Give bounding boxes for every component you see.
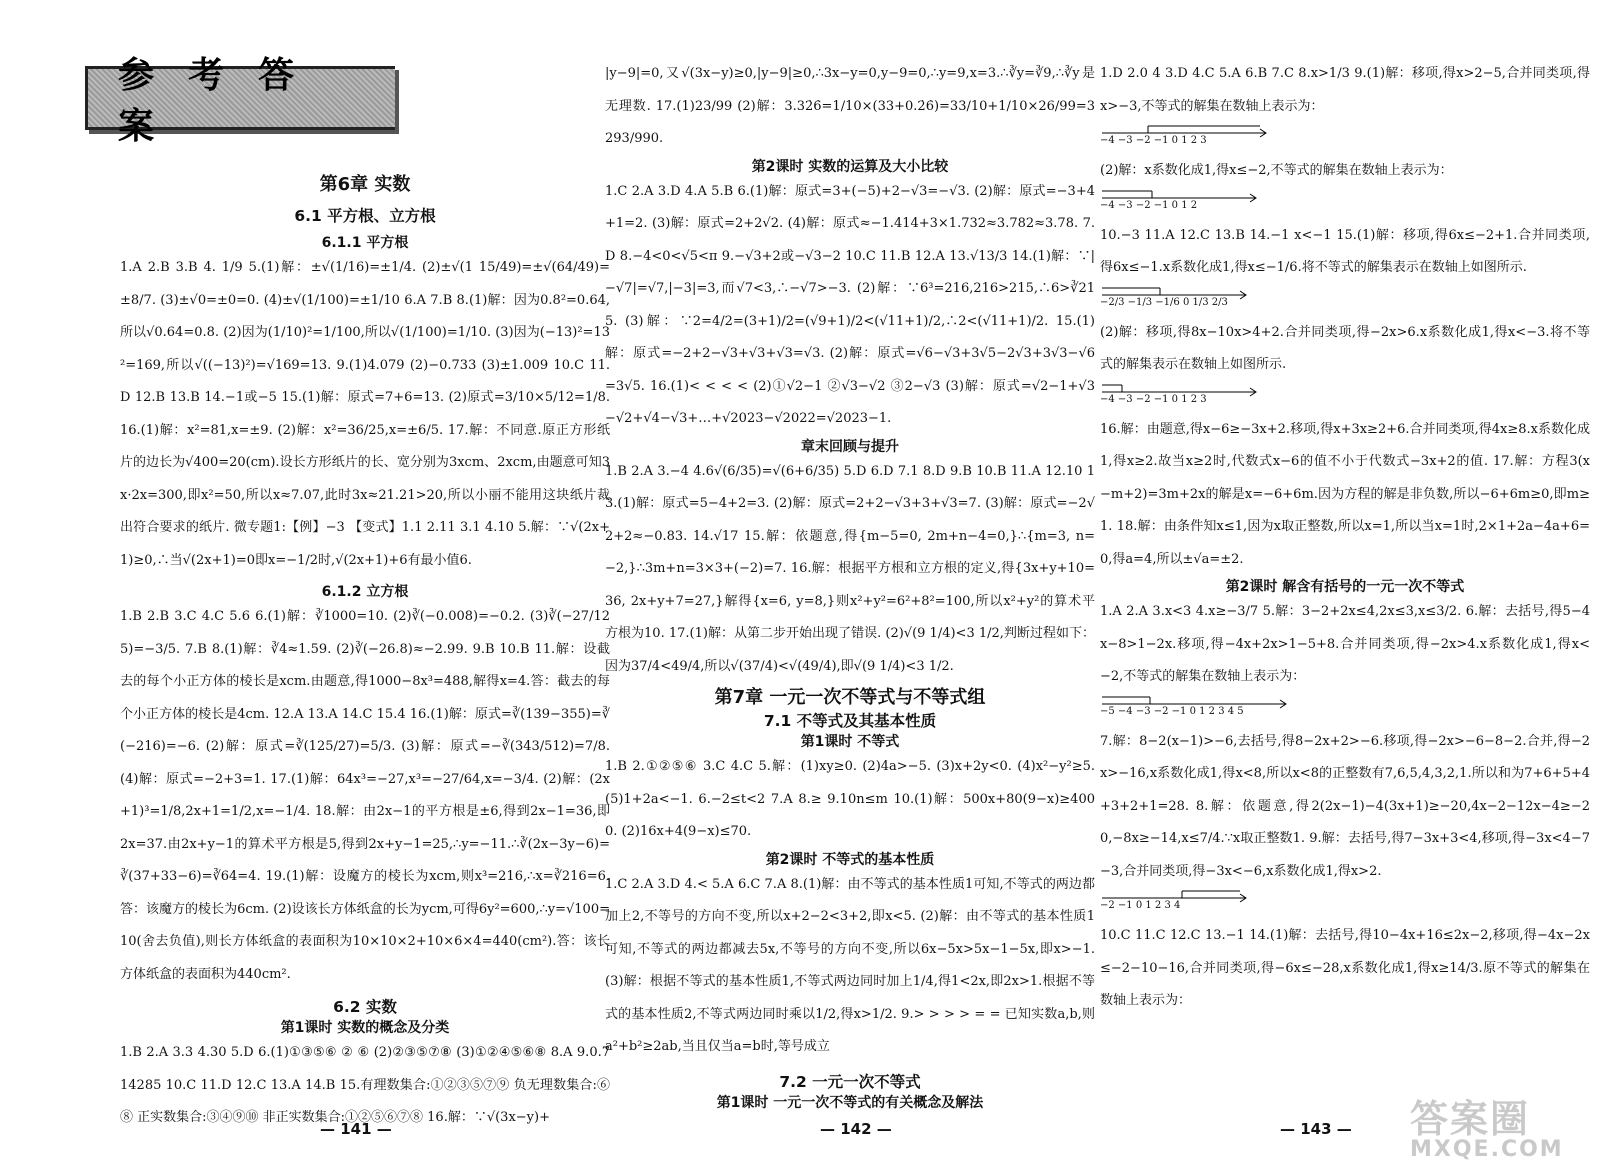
number-line-labels: −4 −3 −2 −1 0 1 2	[1100, 199, 1198, 211]
answers-text: 16.解：由题意,得x−6≥−3x+2.移项,得x+3x≥2+6.合并同类项,得4x≥8.x系数化成1,得x≥2.故当x≥2时,代数式x−6的值不小于代数式−3x+2的值. 17.解：方程3(x−m+2)=3m+2x的解是x=−6+6m.因为方程的解是非负数,所以−6+6m≥0,即m≥1. 18.解：由条件知x≤1,因为x取正整数,所以x=1,所以当x=1时,2×1+2a−4a+6=0,得a=4,所以±√a=±2.	[1100, 421, 1590, 567]
lesson-7-1-2-title: 第2课时 不等式的基本性质	[765, 851, 935, 868]
lesson-7-1-1-title: 第1课时 不等式	[800, 734, 900, 750]
answers-6-1-2: 1.B 2.B 3.C 4.C 5.6 6.(1)解：∛1000=10. (2)∛(−0.008)=−0.2. (3)∛(−27/125)=−3/5. 7.B 8.(1)解：∛4≈1.59. (2)∛(−26.8)≈−2.99. 9.B 10.B 11.解：设截去的每个小正方体的棱长是xcm.由题意,得1000−8x³=488,解得x=4.答：截去的每个小正方体的棱长是4cm. 12.A 13.A 14.C 15.4 16.(1)解：原式=∛(139−355)=∛(−216)=−6. (2)解：原式=∛(125/27)=5/3. (3)解：原式=−∛(343/512)=7/8. (4)解：原式=−2+3=1. 17.(1)解：64x³=−27,x³=−27/64,x=−3/4. (2)解：(2x+1)³=1/8,2x+1=1/2,x=−1/4. 18.解：由2x−1的平方根是±6,得到2x−1=36,即2x=37.由2x+y−1的算术平方根是5,得到2x+y−1=25,∴y=−11.∴∛(2x−3y−6)=∛(37+33−6)=∛64=4. 19.(1)解：设魔方的棱长为xcm,则x³=216,∴x=∛216=6.答：该魔方的棱长为6cm. (2)设该长方体纸盒的长为ycm,可得6y²=600,∴y=√100=10(舍去负值),则长方体纸盒的表面积为10×10×2+10×6×4=440(cm²).答：该长方体纸盒的表面积为440cm².	[120, 609, 610, 982]
answers-text: (2)解：移项,得8x−10x>4+2.合并同类项,得−2x>6.x系数化成1,得x<−3.将不等式的解集表示在数轴上如图所示.	[1100, 324, 1590, 372]
answers-text: 10.−3 11.A 12.C 13.B 14.−1 x<−1 15.(1)解：移项,得6x≤−2+1.合并同类项,得6x≤−1.x系数化成1,得x≤−1/6.将不等式的解集表示在数轴上如图所示.	[1100, 227, 1590, 275]
number-line-labels: −2/3 −1/3 −1/6 0 1/3 2/3	[1100, 296, 1228, 308]
page-141	[120, 0, 610, 1164]
page-142	[605, 0, 1095, 1164]
lesson-7-2-2-title: 第2课时 解含有括号的一元一次不等式	[1225, 579, 1465, 595]
number-line	[1100, 384, 1590, 410]
answers-7-1-lesson-2: 1.C 2.A 3.D 4.< 5.A 6.C 7.A 8.(1)解：由不等式的基本性质1可知,不等式的两边都加上2,不等号的方向不变,所以x+2−2<3+2,即x<5. (2)解：由不等式的基本性质1可知,不等式的两边都减去5x,不等号的方向不变,所以6x−5x>5x−1−5x,即x>−1. (3)解：根据不等式的基本性质1,不等式两边同时加上1/4,得1<2x,即2x>1.根据不等式的基本性质2,不等式两边同时乘以1/2,得x>1/2. 9.> > > > = = 已知实数a,b,则a²+b²≥2ab,当且仅当a=b时,等号成立	[605, 876, 1095, 1054]
page-number: — 143 —	[1280, 1120, 1352, 1138]
subsection-6-1-2-title: 6.1.2 立方根	[321, 584, 409, 600]
watermark-text: 答案圈	[1410, 1097, 1531, 1141]
number-line-labels: −5 −4 −3 −2 −1 0 1 2 3 4 5	[1100, 705, 1244, 717]
section-7-2-title: 7.2 一元一次不等式	[779, 1072, 921, 1091]
subsection-6-1-1-title: 6.1.1 平方根	[321, 235, 409, 251]
page-number: — 142 —	[820, 1120, 892, 1138]
number-line-labels: −2 −1 0 1 2 3 4	[1100, 900, 1181, 911]
number-line	[1100, 890, 1590, 916]
answers-text: 10.C 11.C 12.C 13.−1 14.(1)解：去括号,得10−4x+16≤2x−2,移项,得−4x−2x≤−2−10−16,合并同类项,得−6x≤−28,x系数化成1,得x≥14/3.原不等式的解集在数轴上表示为：	[1100, 928, 1590, 1008]
watermark-url: MXQE.COM	[1410, 1137, 1564, 1162]
answers-6-2-lesson-1: 1.B 2.A 3.3 4.30 5.D 6.(1)①③⑤⑥ ② ⑥ (2)②③⑤⑦⑧ (3)①②④⑤⑥⑧ 8.A 9.0.714285 10.C 11.D 12.C 13.A 14.B 15.有理数集合:①②③⑤⑦⑨ 负无理数集合:⑥⑧ 正实数集合:③④⑨⑩ 非正实数集合:①②⑤⑥⑦⑧ 16.解：∵√(3x−y)+	[120, 1045, 610, 1125]
answers-6-1-1: 1.A 2.B 3.B 4. 1/9 5.(1)解：±√(1/16)=±1/4. (2)±√(1 15/49)=±√(64/49)=±8/7. (3)±√0=±0=0. (4)±√(1/100)=±1/10 6.A 7.B 8.(1)解：因为0.8²=0.64,所以√0.64=0.8. (2)因为(1/10)²=1/100,所以√(1/100)=1/10. (3)因为(−13)²=13²=169,所以√((−13)²)=√169=13. 9.(1)4.079 (2)−0.733 (3)±1.009 10.C 11.D 12.B 13.B 14.−1或−5 15.(1)解：原式=7+6=13. (2)原式=3/10×5/12=1/8. 16.(1)解：x²=81,x=±9. (2)解：x²=36/25,x=±6/5. 17.解：不同意.原正方形纸片的边长为√400=20(cm).设长方形纸片的长、宽分别为3xcm、2xcm,由题意可知3x·2x=300,即x²=50,所以x≈7.07,此时3x≈21.21>20,所以小丽不能用这块纸片裁出符合要求的纸片. 微专题1:【例】−3 【变式】1.1 2.11 3.1 4.10 5.解：∵√(2x+1)≥0,∴当√(2x+1)=0即x=−1/2时,√(2x+1)+6有最小值6.	[120, 260, 610, 568]
lesson-2-title: 第2课时 实数的运算及大小比较	[751, 158, 949, 175]
answers-chapter-review: 1.B 2.A 3.−4 4.6√(6/35)=√(6+6/35) 5.D 6.D 7.1 8.D 9.B 10.B 11.A 12.10 13.(1)解：原式=5−4+2=3. (2)解：原式=2+2−√3+3+√3=7. (3)解：原式=−2√2+2≈−0.83. 14.√17 15.解：依题意,得{m−5=0, 2m+n−4=0,}∴{m=3, n=−2,}∴3m+n=3×3+(−2)=7. 16.解：根据平方根和立方根的定义,得{3x+y+10=36, 2x+y+7=27,}解得{x=6, y=8,}则x²+y²=6²+8²=100,所以x²+y²的算术平方根为10. 17.(1)解：从第二步开始出现了错误. (2)√(9 1/4)<3 1/2,判断过程如下：因为37/4<49/4,所以√(37/4)<√(49/4),即√(9 1/4)<3 1/2.	[605, 463, 1095, 674]
number-line	[1100, 287, 1590, 313]
number-line-labels: −4 −3 −2 −1 0 1 2 3	[1100, 135, 1207, 146]
page-number: — 141 —	[320, 1120, 392, 1138]
section-7-1-title: 7.1 不等式及其基本性质	[763, 712, 937, 730]
chapter-7-title: 第7章 一元一次不等式与不等式组	[714, 687, 986, 708]
answers-7-2-lesson-1: 1.D 2.0 4 3.D 4.C 5.A 6.B 7.C 8.x>1/3 9.(1)解：移项,得x>2−5,合并同类项,得x>−3,不等式的解集在数轴上表示为：	[1100, 66, 1590, 114]
answers-6-2-continued: |y−9|=0,又√(3x−y)≥0,|y−9|≥0,∴3x−y=0,y−9=0,∴y=9,x=3.∴∛y=∛9,∴∛y是无理数. 17.(1)23/99 (2)解：3.32̇6̇=1/10×(33+0.2̇6̇)=33/10+1/10×26/99=3293/990.	[605, 66, 1095, 146]
chapter-review-title: 章末回顾与提升	[801, 438, 899, 455]
number-line	[1100, 696, 1590, 722]
lesson-1-title: 第1课时 实数的概念及分类	[280, 1020, 450, 1036]
number-line-labels: −4 −3 −2 −1 0 1 2 3	[1100, 393, 1207, 405]
number-line	[1100, 190, 1590, 216]
answers-text: 7.解：8−2(x−1)>−6,去括号,得8−2x+2>−6.移项,得−2x>−6−8−2.合并,得−2x>−16,x系数化成1,得x<8,所以x<8的正整数有7,6,5,4,3,2,1.所以和为7+6+5+4+3+2+1=28. 8.解：依题意,得2(2x−1)−4(3x+1)≥−20,4x−2−12x−4≥−20,−8x≥−14,x≤7/4.∵x取正整数1. 9.解：去括号,得7−3x+3<4,移项,得−3x<4−7−3,合并同类项,得−3x<−6,x系数化成1,得x>2.	[1100, 733, 1590, 879]
answers-7-2-lesson-2: 1.A 2.A 3.x<3 4.x≥−3/7 5.解：3−2+2x≤4,2x≤3,x≤3/2. 6.解：去括号,得5−4x−8>1−2x.移项,得−4x+2x>1−5+8.合并同类项,得−2x>4.x系数化成1,得x<−2,不等式的解集在数轴上表示为：	[1100, 604, 1590, 684]
answers-7-1-lesson-1: 1.B 2.①②⑤⑥ 3.C 4.C 5.解：(1)xy≥0. (2)4a>−5. (3)x+2y<0. (4)x²−y²≥5. (5)1+2a<−1. 6.−2≤t<2 7.A 8.≥ 9.10n≤m 10.(1)解：500x+80(9−x)≥4000. (2)16x+4(9−x)≤70.	[605, 759, 1095, 839]
number-line	[1100, 125, 1590, 151]
answers-6-2-lesson-2: 1.C 2.A 3.D 4.A 5.B 6.(1)解：原式=3+(−5)+2−√3=−√3. (2)解：原式=−3+4+1=2. (3)解：原式=2+2√2. (4)解：原式≈−1.414+3×1.732≈3.782≈3.78. 7.D 8.−4<0<√5<π 9.−√3+2或−√3−2 10.C 11.B 12.A 13.√13/3 14.(1)解：∵|−√7|=√7,|−3|=3,而√7<3,∴−√7>−3. (2)解：∵6³=216,216>215,∴6>∛215. (3)解：∵2=4/2=(3+1)/2=(√9+1)/2<(√11+1)/2,∴2<(√11+1)/2. 15.(1)解：原式=−2+2−√3+√3+√3=√3. (2)解：原式=√6−√3+3√5−2√3+3√3−√6=3√5. 16.(1)< < < < (2)①√2−1 ②√3−√2 ③2−√3 (3)解：原式=√2−1+√3−√2+√4−√3+…+√2023−√2022=√2023−1.	[605, 183, 1095, 426]
section-6-1-title: 6.1 平方根、立方根	[294, 207, 436, 225]
chapter-6-title: 第6章 实数	[319, 174, 411, 195]
answers-text: (2)解：x系数化成1,得x≤−2,不等式的解集在数轴上表示为：	[1100, 163, 1453, 178]
section-6-2-title: 6.2 实数	[333, 998, 397, 1016]
page-143	[1100, 0, 1590, 1164]
watermark-logo	[1410, 1088, 1590, 1162]
banner-title: 参考答案	[118, 55, 329, 147]
lesson-7-2-1-title: 第1课时 一元一次不等式的有关概念及解法	[716, 1094, 984, 1111]
